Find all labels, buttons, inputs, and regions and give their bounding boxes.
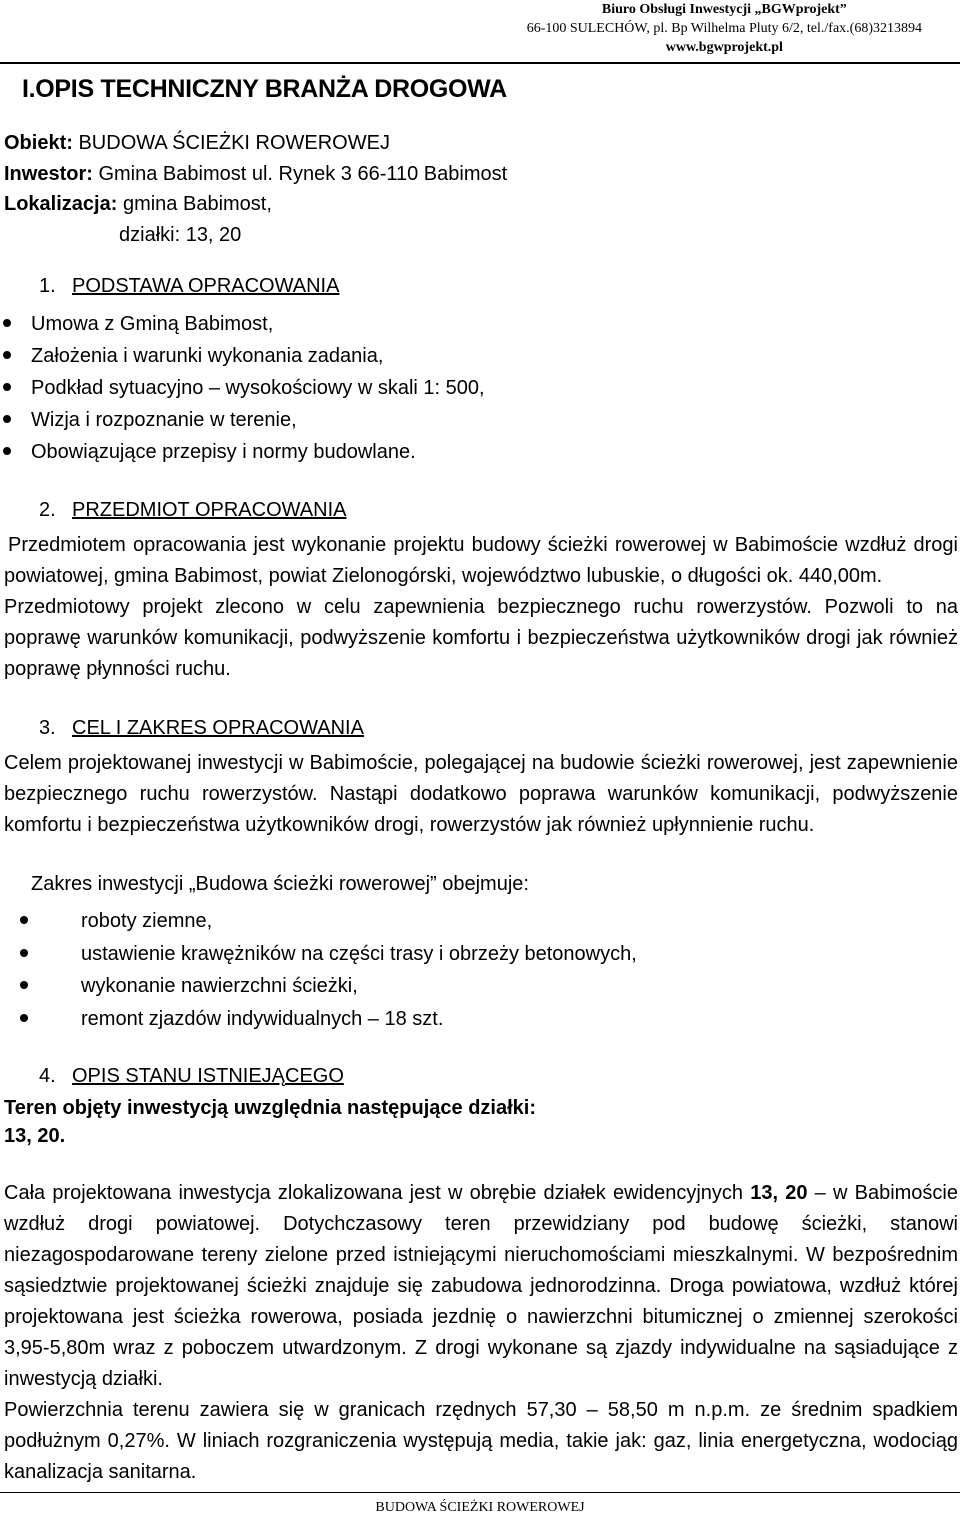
meta-inwestor-value: Gmina Babimost ul. Rynek 3 66-110 Babimost xyxy=(92,162,508,185)
scope-intro: Zakres inwestycji „Budowa ścieżki rowerowej” obejmuje: xyxy=(31,873,529,895)
meta-inwestor xyxy=(4,159,507,190)
section3-paragraph-1: Celem projektowanej inwestycji w Babimoście, polegającej na budowie ścieżki rowerowej, jest zapewnienie bezpiecznego ruchu rowerzystów. Nastąpi dodatkowo poprawa warunków komunikacji, podwyższenie komfortu i bezpieczeństwa użytkowników drogi, rowerzystów jak również upłynnienie ruchu. xyxy=(4,752,958,836)
list-item: wykonanie nawierzchni ścieżki, xyxy=(0,970,637,1003)
header-divider xyxy=(0,62,960,64)
section1-number: 1. xyxy=(39,275,56,297)
page-header xyxy=(527,0,922,57)
section2-paragraph-1: Przedmiotem opracowania jest wykonanie projektu budowy ścieżki rowerowej w Babimoście wzdłuż drogi powiatowej, gmina Babimost, powiat Zielonogórski, województwo lubuskie, o długości ok. 440,00m. xyxy=(4,534,958,587)
meta-lokalizacja-label: Lokalizacja: xyxy=(4,193,118,215)
list-item: Wizja i rozpoznanie w terenie, xyxy=(0,404,485,436)
section4-p1-a: Cała projektowana inwestycja zlokalizowana jest w obrębie działek ewidencyjnych xyxy=(4,1182,751,1204)
document-title: I.OPIS TECHNICZNY BRANŻA DROGOWA xyxy=(22,75,507,103)
company-name: Biuro Obsługi Inwestycji „BGWprojekt” xyxy=(601,2,847,17)
meta-inwestor-label: Inwestor: xyxy=(4,162,93,185)
section3-title: CEL I ZAKRES OPRACOWANIA xyxy=(72,717,364,739)
section2-body xyxy=(4,530,958,685)
section3-number: 3. xyxy=(39,717,56,739)
section4-paragraph-2: Powierzchnia terenu zawiera się w granicach rzędnych 57,30 – 58,50 m n.p.m. ze średnim spadkiem podłużnym 0,27%. W liniach rozgraniczenia występują media, takie jak: gaz, linia energetyczna, wodociąg kanalizacja sanitarna. xyxy=(4,1399,958,1483)
section4-heading xyxy=(39,1065,344,1088)
list-item: Umowa z Gminą Babimost, xyxy=(0,308,485,340)
project-meta xyxy=(4,128,507,250)
section4-subtitle: Teren objęty inwestycją uwzględnia następujące działki: xyxy=(4,1097,537,1119)
meta-lokalizacja-value: gmina Babimost, xyxy=(117,193,272,215)
meta-dzialki: działki: 13, 20 xyxy=(119,223,242,246)
company-website: www.bgwprojekt.pl xyxy=(665,40,783,55)
section2-paragraph-2: Przedmiotowy projekt zlecono w celu zapewnienia bezpiecznego ruchu rowerzystów. Pozwoli to na poprawę warunków komunikacji, podwyższenie komfortu i bezpieczeństwa użytkowników drogi jak również poprawę płynności ruchu. xyxy=(4,596,958,680)
list-item: Założenia i warunki wykonania zadania, xyxy=(0,340,485,372)
list-item: roboty ziemne, xyxy=(0,905,637,938)
section1-heading xyxy=(39,275,339,298)
section4-body xyxy=(4,1178,958,1488)
list-item: Obowiązujące przepisy i normy budowlane. xyxy=(0,436,485,468)
section3-heading xyxy=(39,717,364,740)
section4-plots: 13, 20. xyxy=(4,1125,66,1147)
section1-title: PODSTAWA OPRACOWANIA xyxy=(72,275,340,297)
meta-lokalizacja xyxy=(4,189,507,220)
section3-body xyxy=(4,748,958,841)
scope-list xyxy=(0,905,637,1035)
section4-number: 4. xyxy=(39,1065,56,1087)
list-item: remont zjazdów indywidualnych – 18 szt. xyxy=(0,1003,637,1036)
list-item: ustawienie krawężników na części trasy i obrzeży betonowych, xyxy=(0,938,637,971)
footer-divider xyxy=(0,1492,960,1493)
company-address: 66-100 SULECHÓW, pl. Bp Wilhelma Pluty 6/2, tel./fax.(68)3213894 xyxy=(526,21,922,36)
section4-title: OPIS STANU ISTNIEJĄCEGO xyxy=(72,1065,344,1087)
section4-paragraph-1 xyxy=(4,1178,958,1395)
section4-p1-plots: 13, 20 xyxy=(750,1182,808,1204)
section4-p1-c: – w Babimoście wzdłuż drogi powiatowej. Dotychczasowy teren przewidziany pod budowę ścieżki, stanowi niezagospodarowane tereny zielone przed istniejącymi nieruchomościami mieszkalnymi. W bezpośrednim sąsiedztwie projektowanej ścieżki znajduje się zabudowa jednorodzinna. Droga powiatowa, wzdłuż której projektowana jest ścieżka rowerowa, posiada jezdnię o nawierzchni bitumicznej o zmiennej szerokości 3,95-5,80m wraz z poboczem utwardzonym. Z drogi wykonane są zjazdy indywidualne na sąsiadujące z inwestycją działki. xyxy=(4,1182,958,1390)
section2-number: 2. xyxy=(39,499,56,521)
page-footer: BUDOWA ŚCIEŻKI ROWEROWEJ xyxy=(375,1500,585,1515)
meta-obiekt-value: BUDOWA ŚCIEŻKI ROWEROWEJ xyxy=(72,132,390,154)
list-item: Podkład sytuacyjno – wysokościowy w skali 1: 500, xyxy=(0,372,485,404)
section2-heading xyxy=(39,499,346,522)
section2-title: PRZEDMIOT OPRACOWANIA xyxy=(72,499,347,521)
meta-obiekt-label: Obiekt: xyxy=(4,132,73,154)
meta-obiekt xyxy=(4,128,507,159)
section1-list xyxy=(0,308,485,468)
